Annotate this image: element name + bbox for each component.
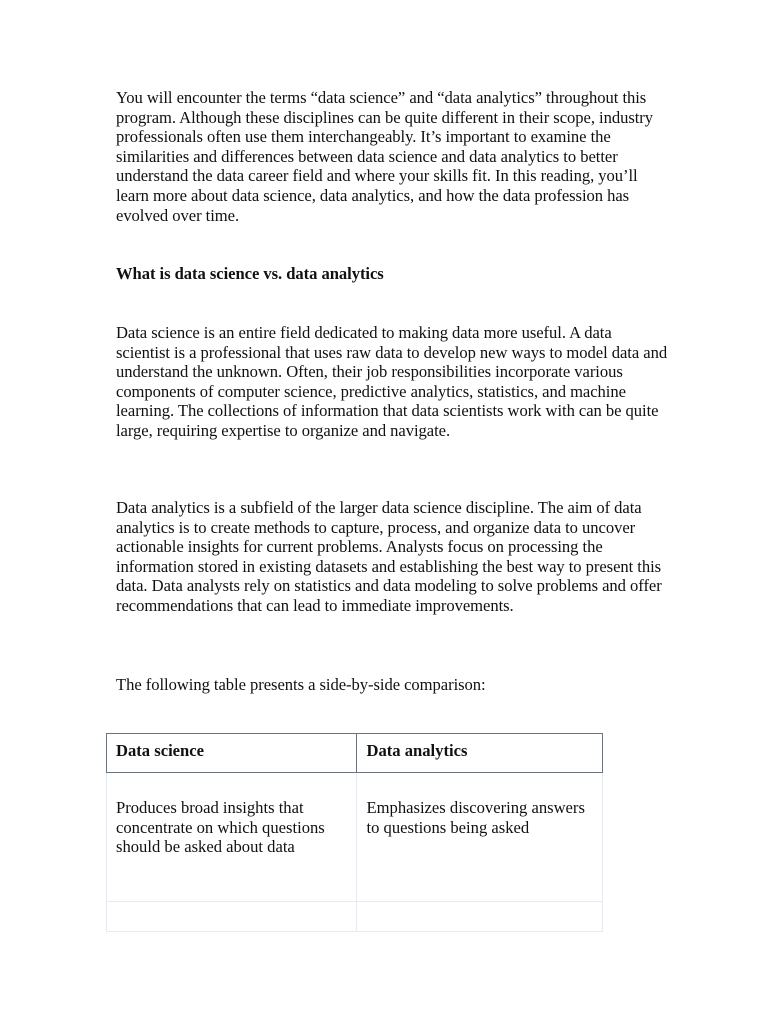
table-cell	[107, 902, 357, 932]
table-cell: Emphasizes discovering answers to questions being asked	[357, 773, 603, 902]
table-header-cell: Data science	[107, 734, 357, 773]
table-row	[107, 773, 603, 902]
table-header-cell: Data analytics	[357, 734, 603, 773]
data-science-paragraph: Data science is an entire field dedicated to making data more useful. A data scientist is a professional that uses raw data to develop new ways to model data and understand the unknown. Often, their job responsibilities incorporate various components of computer science, predictive analytics, statistics, and machine learning. The collections of information that data scientists work with can be quite large, requiring expertise to organize and navigate.	[116, 323, 668, 440]
table-cell	[357, 902, 603, 932]
section-heading: What is data science vs. data analytics	[116, 264, 384, 283]
comparison-table	[106, 733, 603, 932]
intro-paragraph: You will encounter the terms “data science” and “data analytics” throughout this program. Although these disciplines can be quite different in their scope, industry professionals often use them interchangeably. It’s important to examine the similarities and differences between data science and data analytics to better understand the data career field and where your skills fit. In this reading, you’ll learn more about data science, data analytics, and how the data profession has evolved over time.	[116, 88, 654, 225]
table-header-row	[107, 734, 603, 773]
table-intro-text: The following table presents a side-by-side comparison:	[116, 675, 486, 694]
table-cell: Produces broad insights that concentrate on which questions should be asked about data	[107, 773, 357, 902]
table-row	[107, 902, 603, 932]
data-analytics-paragraph: Data analytics is a subfield of the larger data science discipline. The aim of data analytics is to create methods to capture, process, and organize data to uncover actionable insights for current problems. Analysts focus on processing the information stored in existing datasets and establishing the best way to present this data. Data analysts rely on statistics and data modeling to solve problems and offer recommendations that can lead to immediate improvements.	[116, 498, 662, 615]
